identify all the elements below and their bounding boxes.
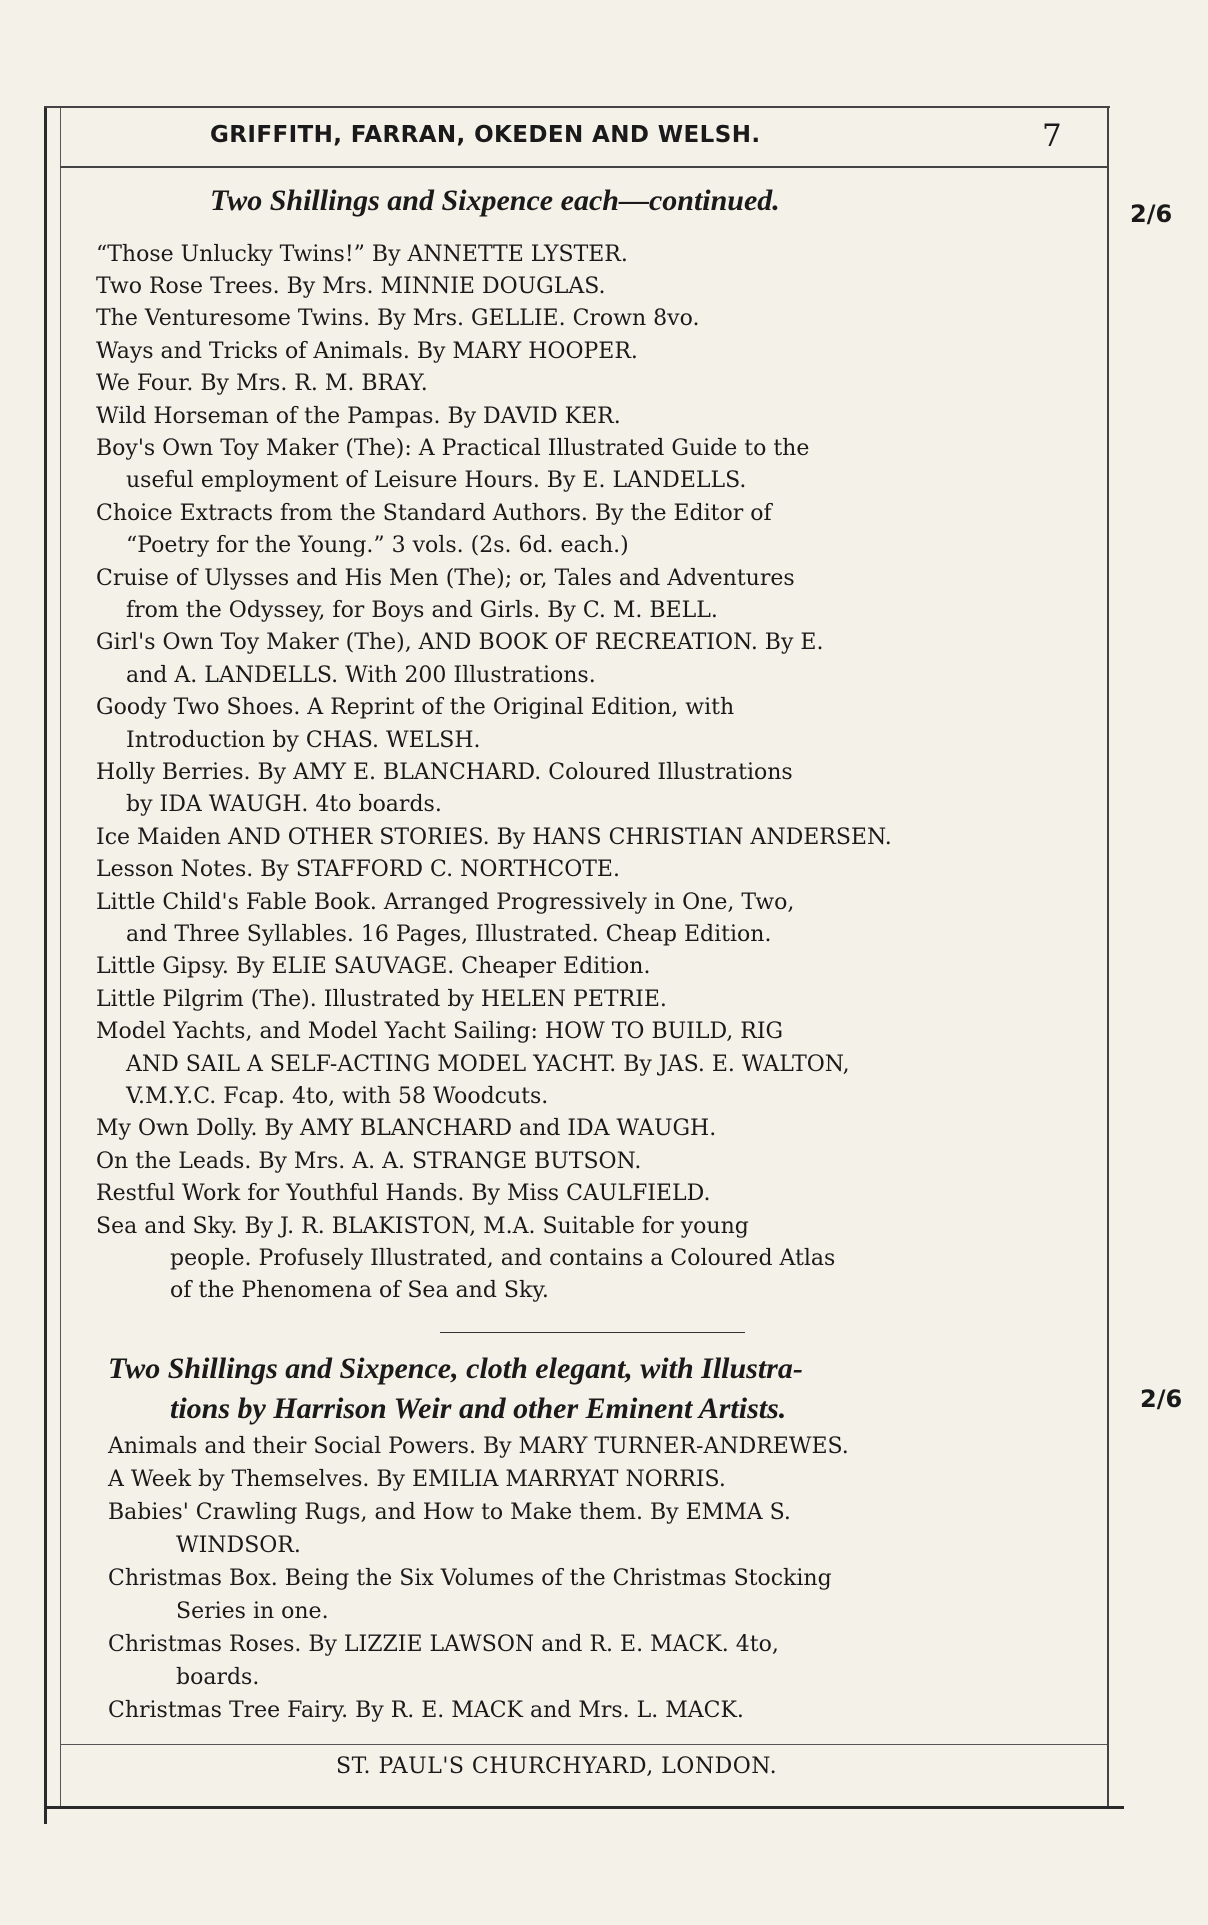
section1-heading: Two Shillings and Sixpence each—continued.	[210, 184, 780, 217]
running-head	[210, 118, 1070, 154]
list-item: from the Odyssey, for Boys and Girls. By C. M. BELL.	[126, 598, 718, 623]
list-item: Cruise of Ulysses and His Men (The); or, Tales and Adventures	[96, 566, 795, 591]
list-item: Christmas Tree Fairy. By R. E. MACK and Mrs. L. MACK.	[108, 1698, 744, 1723]
list-item: “Those Unlucky Twins!” By ANNETTE LYSTER.	[96, 242, 628, 267]
list-item: Christmas Roses. By LIZZIE LAWSON and R. E. MACK. 4to,	[108, 1632, 779, 1657]
list-item: On the Leads. By Mrs. A. A. STRANGE BUTSON.	[96, 1149, 642, 1174]
list-item: Babies' Crawling Rugs, and How to Make them. By EMMA S.	[108, 1500, 791, 1525]
section2-heading-line2: tions by Harrison Weir and other Eminent Artists.	[170, 1392, 787, 1425]
section2-price: 2/6	[1140, 1385, 1183, 1413]
header-rule	[60, 166, 1107, 168]
list-item: Holly Berries. By AMY E. BLANCHARD. Coloured Illustrations	[96, 760, 793, 785]
list-item: Ways and Tricks of Animals. By MARY HOOPER.	[96, 339, 638, 364]
list-item: Animals and their Social Powers. By MARY TURNER-ANDREWES.	[108, 1434, 849, 1459]
list-item: useful employment of Leisure Hours. By E. LANDELLS.	[126, 468, 747, 493]
list-item: Wild Horseman of the Pampas. By DAVID KER.	[96, 404, 621, 429]
frame-left-border	[44, 106, 47, 1824]
list-item: V.M.Y.C. Fcap. 4to, with 58 Woodcuts.	[126, 1084, 549, 1109]
list-item: Little Pilgrim (The). Illustrated by HELEN PETRIE.	[96, 987, 667, 1012]
list-item: Ice Maiden AND OTHER STORIES. By HANS CHRISTIAN ANDERSEN.	[96, 825, 892, 850]
list-item: people. Profusely Illustrated, and contains a Coloured Atlas	[170, 1246, 836, 1271]
list-item: Series in one.	[176, 1599, 329, 1624]
list-item: by IDA WAUGH. 4to boards.	[126, 792, 442, 817]
list-item: The Venturesome Twins. By Mrs. GELLIE. Crown 8vo.	[96, 306, 700, 331]
list-item: and A. LANDELLS. With 200 Illustrations.	[126, 663, 596, 688]
list-item: My Own Dolly. By AMY BLANCHARD and IDA WAUGH.	[96, 1116, 717, 1141]
page-number: 7	[1042, 118, 1062, 154]
list-item: Boy's Own Toy Maker (The): A Practical Illustrated Guide to the	[96, 436, 810, 461]
list-item: “Poetry for the Young.” 3 vols. (2s. 6d. each.)	[126, 533, 629, 558]
publisher-title: GRIFFITH, FARRAN, OKEDEN AND WELSH.	[210, 122, 761, 148]
frame-bottom-border	[44, 1806, 1124, 1809]
list-item: Model Yachts, and Model Yacht Sailing: HOW TO BUILD, RIG	[96, 1019, 784, 1044]
list-item: Restful Work for Youthful Hands. By Miss CAULFIELD.	[96, 1181, 711, 1206]
list-item: Christmas Box. Being the Six Volumes of the Christmas Stocking	[108, 1566, 832, 1591]
list-item: Choice Extracts from the Standard Authors. By the Editor of	[96, 501, 772, 526]
section2-heading-line1: Two Shillings and Sixpence, cloth elegant, with Illustra-	[108, 1352, 803, 1385]
frame-left-inner-border	[60, 106, 61, 1806]
list-item: WINDSOR.	[176, 1533, 301, 1558]
list-item: A Week by Themselves. By EMILIA MARRYAT NORRIS.	[108, 1467, 726, 1492]
list-item: Sea and Sky. By J. R. BLAKISTON, M.A. Suitable for young	[96, 1214, 749, 1239]
list-item: Lesson Notes. By STAFFORD C. NORTHCOTE.	[96, 857, 620, 882]
list-item: We Four. By Mrs. R. M. BRAY.	[96, 371, 428, 396]
section1-price: 2/6	[1130, 200, 1173, 228]
section-separator	[440, 1332, 745, 1333]
list-item: Goody Two Shoes. A Reprint of the Original Edition, with	[96, 695, 735, 720]
list-item: and Three Syllables. 16 Pages, Illustrated. Cheap Edition.	[126, 922, 772, 947]
frame-top-border	[44, 106, 1110, 108]
list-item: AND SAIL A SELF-ACTING MODEL YACHT. By JAS. E. WALTON,	[126, 1052, 850, 1077]
list-item: Introduction by CHAS. WELSH.	[126, 728, 481, 753]
list-item: Two Rose Trees. By Mrs. MINNIE DOUGLAS.	[96, 274, 606, 299]
publisher-address: ST. PAUL'S CHURCHYARD, LONDON.	[336, 1754, 778, 1779]
footer-rule	[60, 1744, 1107, 1745]
list-item: Girl's Own Toy Maker (The), AND BOOK OF RECREATION. By E.	[96, 630, 824, 655]
list-item: Little Gipsy. By ELIE SAUVAGE. Cheaper Edition.	[96, 954, 651, 979]
list-item: of the Phenomena of Sea and Sky.	[170, 1278, 549, 1303]
list-item: Little Child's Fable Book. Arranged Progressively in One, Two,	[96, 890, 795, 915]
frame-right-border	[1107, 106, 1109, 1806]
list-item: boards.	[176, 1665, 260, 1690]
